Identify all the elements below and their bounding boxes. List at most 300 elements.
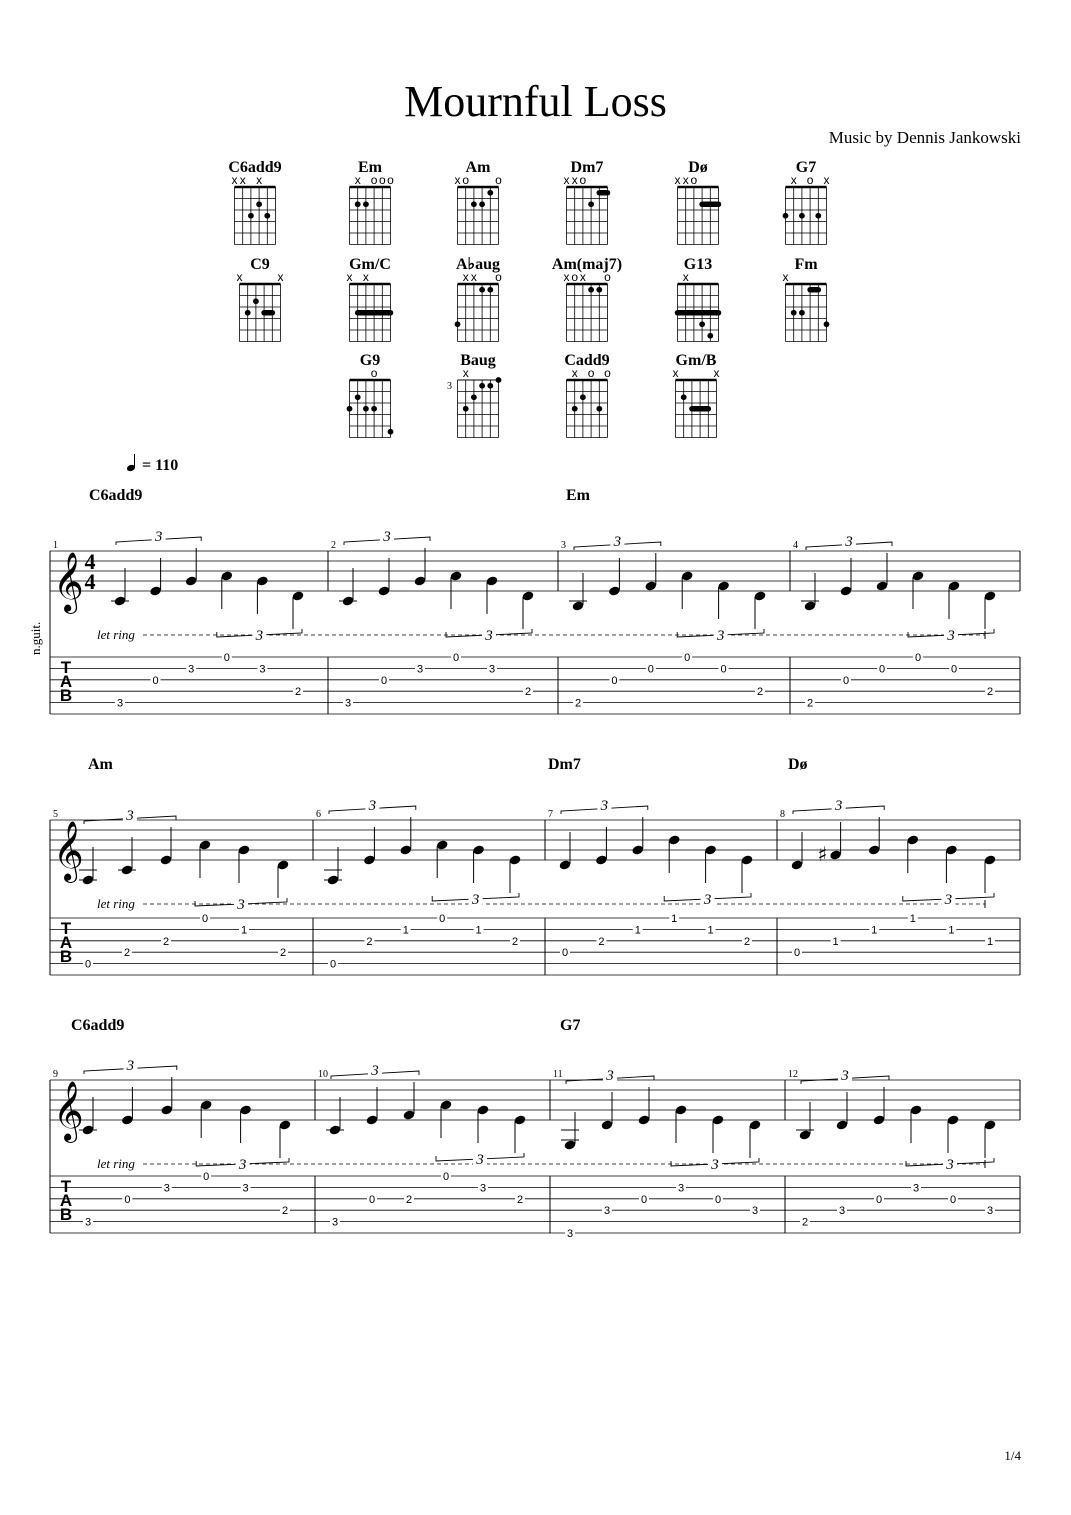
open-string-marker: o — [462, 173, 470, 187]
note — [399, 817, 412, 856]
open-string-marker: o — [495, 173, 502, 187]
finger-dot — [596, 287, 602, 293]
finger-dot — [479, 287, 485, 293]
triplet-bracket-lower — [432, 892, 519, 908]
note — [836, 1092, 849, 1131]
tab-fret-number: 3 — [416, 663, 424, 676]
open-string-marker: o — [604, 366, 611, 380]
note — [791, 832, 804, 871]
note — [712, 1114, 725, 1153]
tab-fret-number: 3 — [751, 1205, 759, 1218]
triplet-label: 3 — [237, 897, 245, 913]
tab-fret-number: 2 — [756, 686, 764, 699]
chord-name: Am — [465, 159, 491, 176]
finger-dot — [487, 190, 493, 196]
finger-dot — [253, 298, 259, 304]
tab-fret-number: 2 — [986, 686, 994, 699]
note — [522, 590, 535, 629]
chord-name: Dm7 — [570, 159, 604, 176]
let-ring-label: let ring — [97, 627, 135, 642]
let-ring-label: let ring — [97, 1156, 135, 1171]
tab-fret-number: 0 — [720, 663, 727, 676]
note — [436, 839, 449, 878]
treble-clef-icon: 𝄞 — [53, 821, 84, 881]
note — [472, 844, 485, 883]
finger-dot — [248, 213, 254, 219]
triplet-bracket-upper — [806, 534, 892, 550]
muted-string-marker: x — [563, 173, 570, 187]
tab-fret-number: 0 — [380, 674, 388, 687]
note — [486, 575, 499, 614]
open-string-marker: o — [571, 270, 579, 284]
muted-string-marker: x — [674, 173, 681, 187]
tab-fret-number: 0 — [647, 663, 654, 676]
measure-number: 3 — [561, 540, 566, 551]
muted-string-marker: x — [782, 270, 789, 284]
finger-dot — [799, 213, 805, 219]
note — [450, 570, 463, 609]
triplet-label: 3 — [845, 534, 853, 550]
note — [326, 1097, 344, 1136]
chord-diagram — [552, 256, 622, 342]
tab-fret-number: 2 — [743, 935, 751, 948]
chord-name: G7 — [795, 159, 817, 176]
triplet-bracket-lower — [664, 892, 751, 908]
tab-fret-number: 1 — [832, 935, 839, 948]
chord-name: Gm/B — [675, 352, 717, 369]
tab-fret-number: 3 — [912, 1182, 920, 1195]
note — [514, 1114, 527, 1153]
finger-dot — [496, 377, 502, 383]
finger-dot — [791, 310, 797, 316]
chord-diagram-grid — [228, 159, 829, 438]
finger-dot — [487, 287, 493, 293]
tab-fret-number: 0 — [914, 652, 922, 664]
note — [378, 558, 391, 597]
tab-fret-number: 0 — [439, 913, 446, 925]
muted-string-marker: x — [713, 366, 720, 380]
note — [873, 1087, 886, 1126]
measure-number: 9 — [53, 1069, 58, 1080]
chord-name: Baug — [460, 352, 496, 369]
triplet-label: 3 — [600, 798, 609, 814]
tab-fret-number: 0 — [368, 1193, 376, 1206]
note — [292, 590, 305, 629]
finger-dot — [455, 321, 461, 327]
note — [644, 553, 657, 592]
muted-string-marker: x — [354, 173, 361, 187]
muted-string-marker: x — [579, 270, 586, 284]
triplet-label: 3 — [606, 1068, 614, 1084]
triplet-label: 3 — [476, 1152, 484, 1168]
muted-string-marker: x — [256, 173, 263, 187]
finger-dot — [487, 383, 493, 389]
open-string-marker: o — [370, 173, 378, 187]
triplet-label: 3 — [154, 529, 163, 545]
composer-credit: Music by Dennis Jankowski — [828, 128, 1021, 147]
tab-fret-number: 0 — [875, 1193, 883, 1206]
note — [220, 570, 233, 609]
note — [339, 568, 357, 607]
note — [984, 854, 997, 893]
chord-name: A♭aug — [456, 256, 500, 273]
open-string-marker: o — [579, 173, 587, 187]
finger-dot — [824, 321, 830, 327]
instrument-label: n.guit. — [28, 621, 43, 655]
note — [948, 580, 961, 619]
finger-dot — [245, 310, 251, 316]
tab-fret-number: 0 — [684, 652, 691, 664]
tab-fret-number: 0 — [84, 958, 92, 971]
triplet-bracket-upper — [566, 1068, 654, 1084]
note — [238, 844, 251, 883]
finger-dot — [479, 201, 485, 207]
tab-fret-number: 1 — [986, 935, 994, 948]
triplet-label: 3 — [946, 1157, 954, 1173]
chord-diagram — [675, 159, 719, 245]
triplet-bracket-upper — [801, 1068, 889, 1084]
tempo-text: = 110 — [142, 457, 179, 474]
tab-clef-letter: T — [60, 1177, 72, 1196]
note — [717, 580, 730, 619]
tab-fret-number: 3 — [566, 1228, 574, 1240]
triplet-bracket-lower — [677, 628, 764, 644]
note — [796, 1102, 814, 1141]
note — [403, 1082, 416, 1121]
muted-string-marker: x — [239, 173, 246, 187]
note — [945, 844, 958, 883]
chord-name: Cadd9 — [564, 352, 610, 369]
note — [160, 1077, 173, 1116]
triplet-bracket-upper — [344, 529, 430, 545]
triplet-label: 3 — [841, 1068, 849, 1084]
muted-string-marker: x — [454, 173, 461, 187]
triplet-label: 3 — [255, 628, 264, 644]
muted-string-marker: x — [682, 173, 689, 187]
note — [440, 1099, 453, 1138]
tab-fret-number: 2 — [162, 935, 170, 948]
note — [984, 590, 997, 629]
tab-fret-number: 0 — [152, 674, 159, 687]
note — [801, 573, 819, 612]
finger-dot — [347, 406, 353, 412]
measure-number: 5 — [53, 809, 58, 820]
note — [595, 827, 608, 866]
finger-dot — [256, 201, 262, 207]
triplet-bracket-lower — [436, 1152, 524, 1168]
triplet-label: 3 — [126, 1058, 135, 1074]
tab-fret-number: 1 — [475, 924, 482, 937]
tab-fret-number: 2 — [279, 947, 287, 960]
page-number: 1/4 — [1004, 1448, 1021, 1463]
note — [910, 1104, 923, 1143]
note — [324, 847, 342, 886]
note — [569, 573, 587, 612]
note — [200, 1099, 213, 1138]
chord-diagram — [347, 352, 394, 438]
tab-clef-letter: A — [59, 1191, 73, 1210]
note — [912, 570, 925, 609]
muted-string-marker: x — [563, 270, 570, 284]
finger-dot — [363, 406, 369, 412]
measure-number: 10 — [318, 1069, 328, 1080]
open-string-marker: o — [495, 270, 502, 284]
note — [704, 844, 717, 883]
tab-fret-number: 0 — [793, 947, 801, 960]
finger-dot — [580, 394, 586, 400]
finger-dot — [588, 287, 594, 293]
finger-dot — [681, 394, 687, 400]
tab-fret-number: 0 — [640, 1193, 648, 1206]
note — [118, 837, 136, 876]
muted-string-marker: x — [236, 270, 243, 284]
tab-fret-number: 2 — [806, 697, 814, 710]
chord-diagram — [447, 352, 501, 438]
muted-string-marker: x — [346, 270, 353, 284]
section-chord-name: G7 — [560, 1017, 581, 1034]
section-chord-name: C6add9 — [89, 487, 143, 504]
note — [668, 834, 681, 873]
tab-fret-number: 2 — [123, 947, 131, 960]
chord-name: Am(maj7) — [551, 256, 623, 273]
chord-diagram — [350, 159, 395, 245]
muted-string-marker: x — [231, 173, 238, 187]
open-string-marker: o — [806, 173, 814, 187]
measure-number: 11 — [553, 1069, 563, 1080]
time-signature-top: 4 — [84, 549, 96, 574]
finger-dot — [463, 406, 469, 412]
tab-fret-number: 1 — [634, 924, 641, 937]
muted-string-marker: x — [672, 366, 679, 380]
note — [818, 822, 842, 866]
section-chord-name: Dm7 — [548, 756, 581, 773]
tab-fret-number: 0 — [223, 652, 230, 664]
triplet-label: 3 — [613, 534, 622, 550]
measure-number: 2 — [331, 540, 336, 551]
tab-fret-number: 3 — [838, 1205, 846, 1218]
tab-fret-number: 0 — [950, 663, 958, 676]
triplet-label: 3 — [716, 628, 725, 644]
triplet-bracket-lower — [671, 1157, 759, 1173]
triplet-label: 3 — [703, 892, 712, 908]
chord-diagram — [783, 256, 830, 342]
finger-dot — [699, 321, 705, 327]
note — [256, 575, 269, 614]
note — [477, 1104, 490, 1143]
note — [876, 553, 889, 592]
note — [185, 548, 198, 587]
muted-string-marker: x — [571, 173, 578, 187]
tab-fret-number: 1 — [707, 924, 714, 937]
section-chord-name: Am — [88, 756, 113, 773]
triplet-bracket-upper — [331, 1063, 419, 1079]
note — [414, 548, 427, 587]
tab-fret-number: 0 — [203, 1171, 210, 1183]
triplet-label: 3 — [947, 628, 955, 644]
triplet-bracket-upper — [84, 808, 176, 824]
tab-fret-number: 1 — [948, 924, 955, 937]
sharp-accidental: ♯ — [817, 842, 828, 866]
tab-fret-number: 2 — [511, 935, 519, 948]
tab-fret-number: 0 — [949, 1193, 957, 1206]
tab-clef-letter: B — [59, 947, 73, 966]
tab-clef-letter: B — [59, 1205, 73, 1224]
tab-fret-number: 1 — [909, 913, 916, 925]
tab-fret-number: 0 — [442, 1171, 450, 1183]
triplet-bracket-upper — [561, 798, 648, 814]
chord-name: G13 — [683, 256, 713, 273]
tab-fret-number: 0 — [842, 674, 850, 687]
finger-dot — [264, 213, 270, 219]
triplet-label: 3 — [238, 1157, 247, 1173]
tab-fret-number: 0 — [201, 913, 209, 925]
note — [149, 558, 162, 597]
chord-name: Dø — [688, 159, 708, 176]
tab-fret-number: 2 — [366, 935, 373, 948]
note — [601, 1092, 614, 1131]
note — [239, 1104, 252, 1143]
tab-fret-number: 3 — [479, 1182, 487, 1195]
triplet-bracket-lower — [446, 628, 532, 644]
tab-fret-number: 3 — [188, 663, 195, 676]
note — [868, 817, 881, 856]
triplet-bracket-lower — [903, 892, 994, 908]
triplet-bracket-lower — [908, 628, 994, 644]
chord-name: Em — [358, 159, 382, 176]
tab-fret-number: 1 — [871, 924, 878, 937]
finger-dot — [388, 429, 394, 435]
note — [363, 827, 376, 866]
chord-name: C6add9 — [228, 159, 282, 176]
chord-name: Gm/C — [349, 256, 391, 273]
measure-number: 7 — [548, 809, 553, 820]
finger-dot — [799, 310, 805, 316]
tab-fret-number: 3 — [344, 697, 352, 710]
triplet-label: 3 — [371, 1063, 379, 1079]
notation-system — [50, 487, 1020, 714]
note — [631, 817, 644, 856]
note — [559, 832, 572, 871]
tab-fret-number: 2 — [598, 935, 605, 948]
chord-name: C9 — [250, 256, 270, 273]
tab-clef-letter: B — [59, 686, 73, 705]
section-chord-name: Dø — [788, 756, 808, 773]
tab-fret-number: 2 — [574, 697, 582, 710]
note — [111, 568, 129, 607]
note — [277, 859, 290, 898]
note — [984, 1119, 997, 1158]
tab-fret-number: 0 — [561, 947, 569, 960]
tempo-marking — [126, 454, 178, 474]
tab-fret-number: 0 — [611, 674, 618, 687]
tab-fret-number: 3 — [242, 1182, 249, 1195]
triplet-bracket-upper — [116, 529, 201, 545]
tab-fret-number: 3 — [986, 1205, 994, 1218]
song-title: Mournful Loss — [404, 77, 667, 126]
chord-name: Fm — [794, 256, 818, 273]
tab-fret-number: 2 — [281, 1205, 289, 1218]
measure-number: 8 — [780, 809, 785, 820]
chord-diagram — [783, 159, 830, 245]
tab-clef-letter: A — [59, 933, 73, 952]
triplet-label: 3 — [944, 892, 953, 908]
finger-dot — [588, 201, 594, 207]
treble-clef-icon: 𝄞 — [53, 552, 84, 612]
triplet-label: 3 — [368, 798, 377, 814]
note — [741, 854, 754, 893]
tab-fret-number: 1 — [402, 924, 409, 937]
tab-fret-number: 3 — [116, 697, 124, 710]
note — [947, 1114, 960, 1153]
triplet-bracket-lower — [906, 1157, 994, 1173]
measure-number: 4 — [793, 540, 798, 551]
note — [279, 1119, 292, 1158]
note — [608, 558, 621, 597]
chord-diagram — [564, 352, 611, 438]
muted-string-marker: x — [682, 270, 689, 284]
triplet-label: 3 — [471, 892, 480, 908]
tab-fret-number: 2 — [524, 686, 532, 699]
triplet-bracket-upper — [574, 534, 661, 550]
note — [561, 1112, 579, 1151]
tab-fret-number: 0 — [878, 663, 886, 676]
muted-string-marker: x — [470, 270, 477, 284]
tab-fret-number: 2 — [801, 1216, 809, 1229]
tab-clef-letter: T — [60, 919, 72, 938]
finger-dot — [572, 406, 578, 412]
chord-diagram — [455, 159, 503, 245]
finger-dot — [355, 394, 361, 400]
triplet-label: 3 — [711, 1157, 719, 1173]
note — [675, 1104, 688, 1143]
tab-fret-number: 0 — [452, 652, 460, 664]
triplet-bracket-lower — [195, 897, 287, 913]
tab-fret-number: 2 — [516, 1193, 524, 1206]
measure-number: 6 — [316, 809, 321, 820]
muted-string-marker: x — [462, 270, 469, 284]
tab-fret-number: 3 — [84, 1216, 92, 1229]
section-chord-name: Em — [566, 487, 590, 504]
chord-diagram — [564, 159, 608, 245]
tab-fret-number: 3 — [488, 663, 496, 676]
open-string-marker: o — [370, 366, 378, 380]
triplet-label: 3 — [126, 808, 134, 824]
triplet-bracket-lower — [217, 628, 302, 644]
muted-string-marker: x — [362, 270, 369, 284]
note — [681, 570, 694, 609]
finger-dot — [471, 201, 477, 207]
tab-fret-number: 1 — [240, 924, 248, 937]
notation-system — [50, 1017, 1020, 1240]
tab-fret-number: 3 — [331, 1216, 339, 1229]
note — [366, 1087, 379, 1126]
chord-diagram — [678, 256, 719, 342]
tab-fret-number: 2 — [294, 686, 302, 699]
muted-string-marker: x — [790, 173, 797, 187]
tab-fret-number: 3 — [163, 1182, 170, 1195]
triplet-label: 3 — [834, 798, 843, 814]
tab-fret-number: 1 — [671, 913, 678, 925]
treble-clef-icon: 𝄞 — [53, 1081, 84, 1141]
open-string-marker: o — [387, 173, 394, 187]
muted-string-marker: x — [462, 366, 469, 380]
muted-string-marker: x — [571, 366, 578, 380]
tab-fret-number: 2 — [405, 1193, 413, 1206]
chord-name: G9 — [359, 352, 381, 369]
chord-diagram — [237, 256, 284, 342]
muted-string-marker: x — [823, 173, 830, 187]
finger-dot — [355, 201, 361, 207]
